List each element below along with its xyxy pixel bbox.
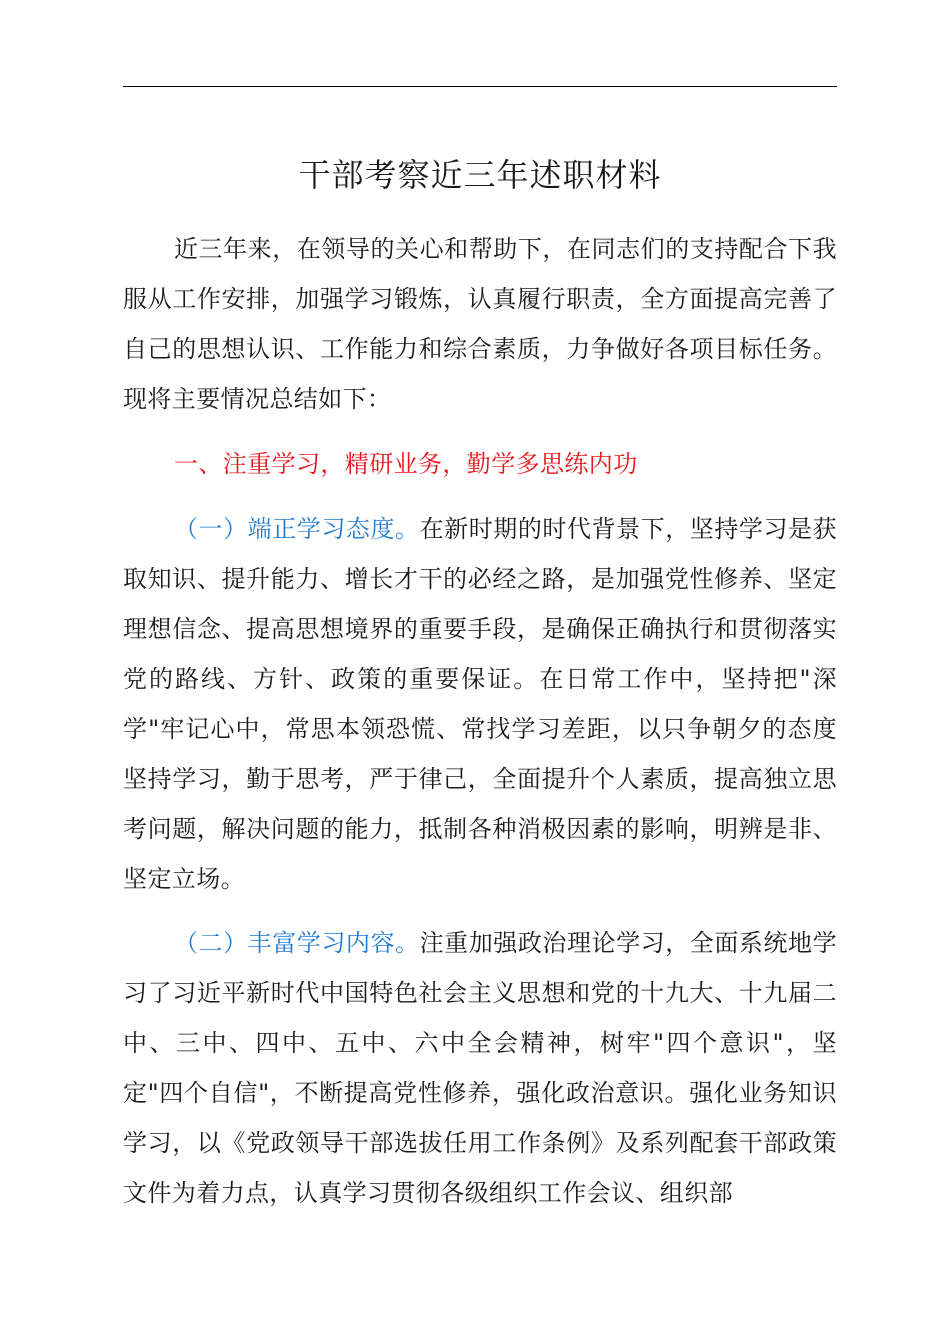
item-2-body: 注重加强政治理论学习，全面系统地学习了习近平新时代中国特色社会主义思想和党的十九大、十九届二中、三中、四中、五中、六中全会精神，树牢"四个意识"，坚定"四个自信"，不断提高党性修养，强化政治意识。强化业务知识学习，以《党政领导干部选拔任用工作条例》及系列配套干部政策文件为着力点，认真学习贯彻各级组织工作会议、组织部 — [123, 929, 838, 1207]
section-heading: 一、注重学习，精研业务，勤学多思练内功 — [174, 450, 638, 478]
paragraph-item-2 — [123, 918, 837, 1218]
header-rule — [123, 86, 837, 87]
item-2-lead: （二）丰富学习内容。 — [174, 929, 420, 957]
item-1-body: 在新时期的时代背景下，坚持学习是获取知识、提升能力、增长才干的必经之路，是加强党性修养、坚定理想信念、提高思想境界的重要手段，是确保正确执行和贯彻落实党的路线、方针、政策的重要保证。在日常工作中，坚持把"深学"牢记心中，常思本领恐慌、常找学习差距，以只争朝夕的态度坚持学习，勤于思考，严于律己，全面提升个人素质，提高独立思考问题，解决问题的能力，抵制各种消极因素的影响，明辨是非、坚定立场。 — [123, 515, 838, 893]
paragraph-item-1 — [123, 504, 837, 904]
item-1-lead: （一）端正学习态度。 — [174, 515, 420, 543]
document-title: 干部考察近三年述职材料 — [298, 156, 662, 194]
intro-paragraph: 近三年来，在领导的关心和帮助下，在同志们的支持配合下我服从工作安排，加强学习锻炼，认真履行职责，全方面提高完善了自己的思想认识、工作能力和综合素质，力争做好各项目标任务。现将主要情况总结如下： — [123, 235, 837, 413]
